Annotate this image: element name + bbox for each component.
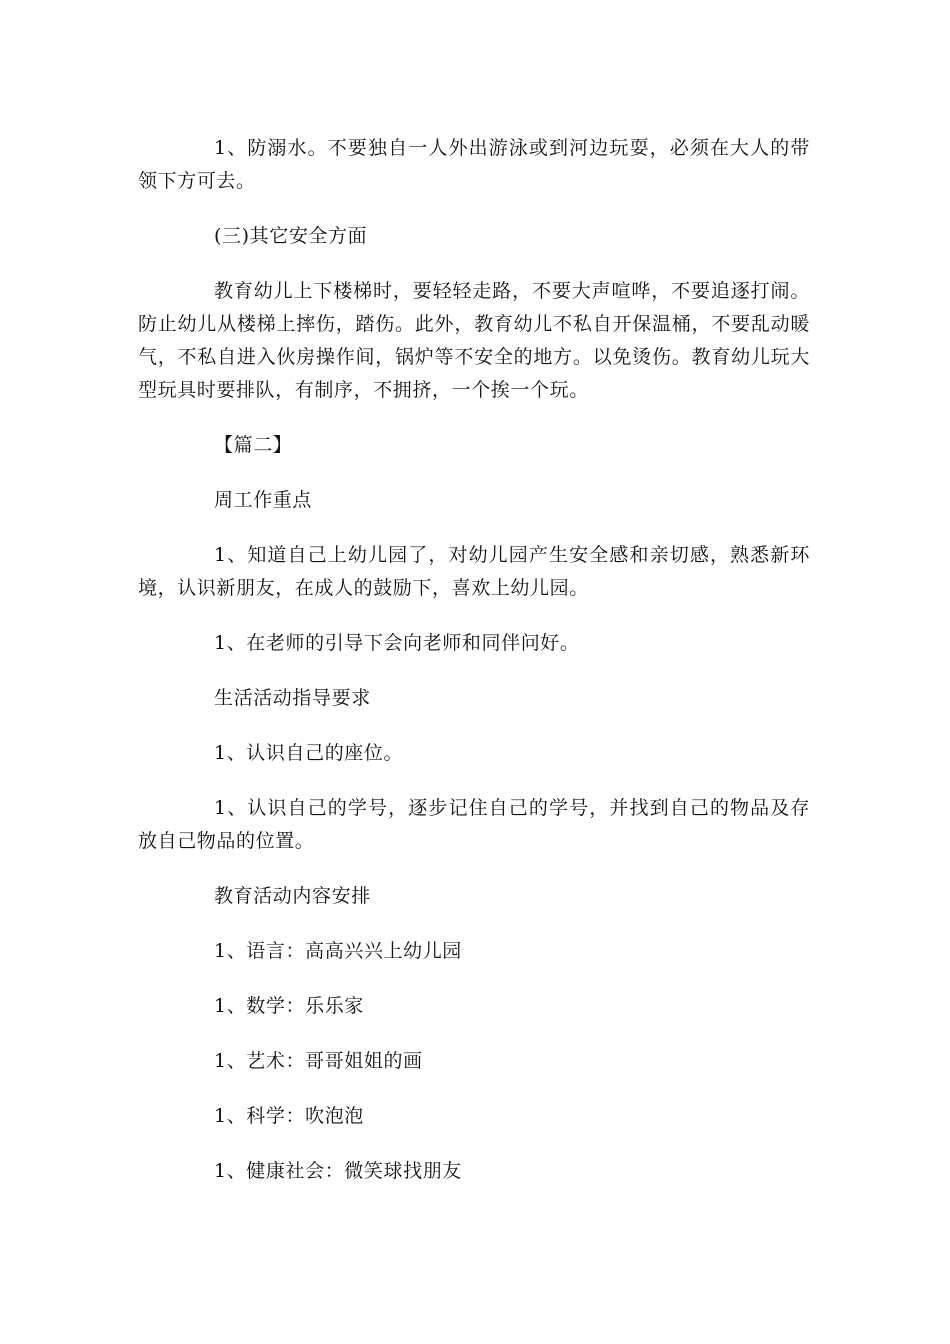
paragraph-greeting: 1、在老师的引导下会向老师和同伴问好。 [214, 632, 580, 654]
list-item-language: 1、语言：高高兴兴上幼儿园 [214, 940, 462, 962]
list-item-health-social: 1、健康社会：微笑球找朋友 [214, 1160, 462, 1182]
heading-weekly-focus: 周工作重点 [214, 489, 313, 511]
paragraph-student-number: 1、认识自己的学号，逐步记住自己的学号，并找到自己的物品及存放自己物品的位置。 [138, 797, 810, 852]
paragraph-drowning-prevention: 1、防溺水。不要独自一人外出游泳或到河边玩耍，必须在大人的带领下方可去。 [138, 137, 810, 192]
paragraph-seat-recognition: 1、认识自己的座位。 [214, 742, 404, 764]
section-heading-other-safety: (三)其它安全方面 [214, 225, 368, 247]
list-item-art: 1、艺术：哥哥姐姐的画 [214, 1050, 423, 1072]
list-item-math: 1、数学：乐乐家 [214, 995, 364, 1017]
heading-education-activities: 教育活动内容安排 [214, 885, 371, 907]
heading-life-activity-guidance: 生活活动指导要求 [214, 687, 371, 709]
section-heading-part-two: 【篇二】 [214, 434, 293, 456]
paragraph-stair-safety: 教育幼儿上下楼梯时，要轻轻走路，不要大声喧哗，不要追逐打闹。防止幼儿从楼梯上摔伤，踏伤。此外，教育幼儿不私自开保温桶，不要乱动暖气，不私自进入伙房操作间，锅炉等不安全的地方。以免烫伤。教育幼儿玩大型玩具时要排队，有制序，不拥挤，一个挨一个玩。 [138, 280, 810, 401]
document-body [138, 132, 810, 1188]
paragraph-kindergarten-adaptation: 1、知道自己上幼儿园了，对幼儿园产生安全感和亲切感，熟悉新环境，认识新朋友，在成人的鼓励下，喜欢上幼儿园。 [138, 544, 810, 599]
list-item-science: 1、科学：吹泡泡 [214, 1105, 364, 1127]
